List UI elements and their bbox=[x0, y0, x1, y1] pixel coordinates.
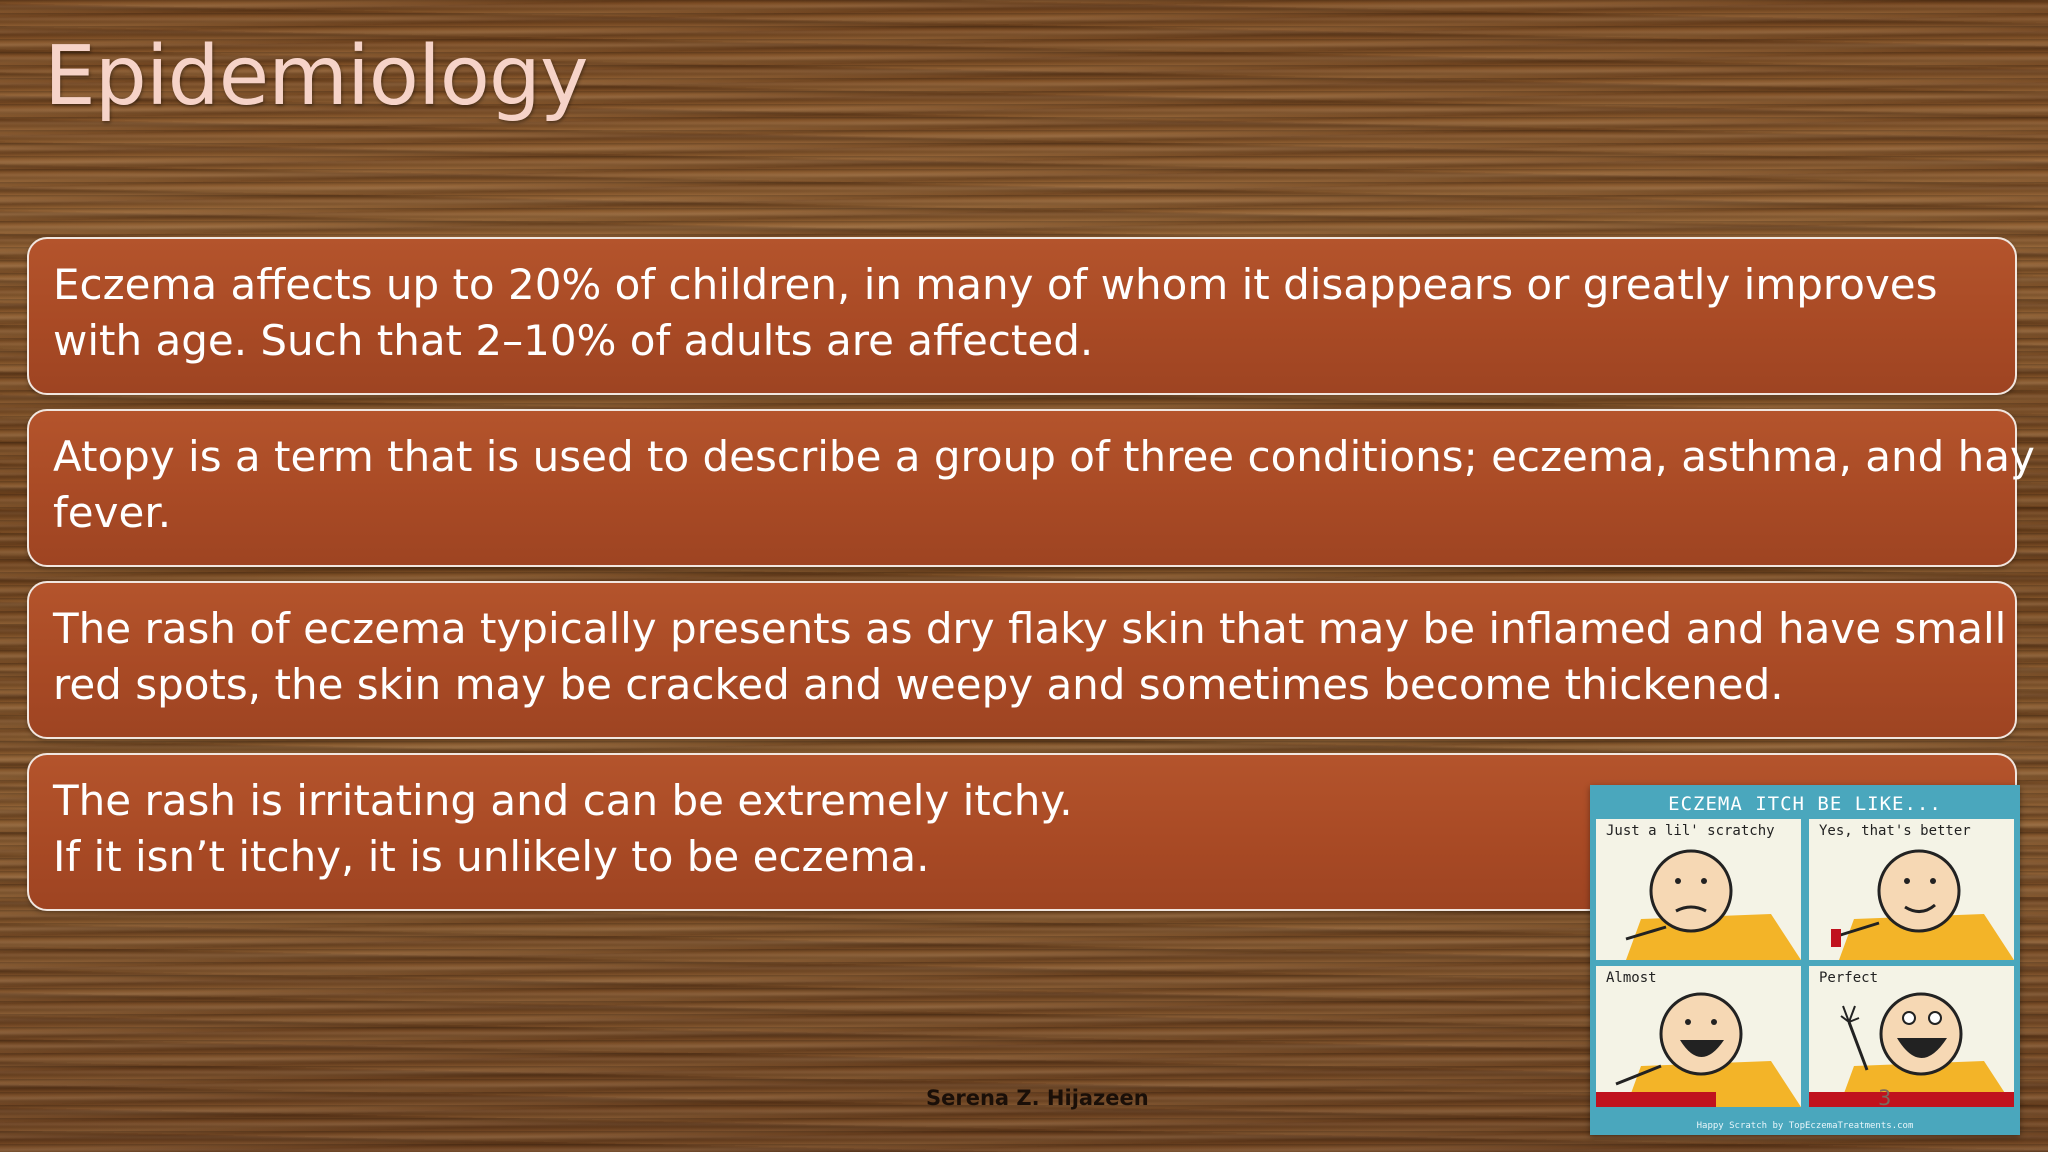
eczema-comic-image bbox=[1590, 785, 2020, 1135]
comic-panel bbox=[1809, 819, 2014, 960]
comic-title: ECZEMA ITCH BE LIKE... bbox=[1668, 793, 1942, 815]
text-line: Eczema affects up to 20% of children, in many of whom it disappears or greatly improves bbox=[53, 260, 1938, 309]
comic-panel bbox=[1809, 966, 2014, 1107]
text-box-rash bbox=[27, 581, 2017, 739]
text-line: fever. bbox=[53, 488, 172, 537]
comic-panel bbox=[1596, 819, 1801, 960]
text-line: with age. Such that 2–10% of adults are affected. bbox=[53, 316, 1094, 365]
comic-caption: Perfect bbox=[1819, 970, 1879, 986]
comic-credit: Happy Scratch by TopEczemaTreatments.com bbox=[1696, 1121, 1914, 1131]
footer-author: Serena Z. Hijazeen bbox=[926, 1086, 1149, 1110]
page-number: 3 bbox=[1878, 1086, 1892, 1110]
text-line: Atopy is a term that is used to describe a group of three conditions; eczema, asthma, and hay bbox=[53, 432, 2035, 481]
comic-caption: Almost bbox=[1606, 970, 1657, 986]
comic-panel bbox=[1596, 966, 1801, 1107]
text-line: If it isn’t itchy, it is unlikely to be eczema. bbox=[53, 832, 930, 881]
text-line: The rash is irritating and can be extremely itchy. bbox=[53, 776, 1073, 825]
ecstatic-character-icon bbox=[1809, 966, 2014, 1107]
text-box-atopy bbox=[27, 409, 2035, 567]
text-box-prevalence bbox=[27, 237, 2017, 395]
text-line: red spots, the skin may be cracked and weepy and sometimes become thickened. bbox=[53, 660, 1784, 709]
text-line: The rash of eczema typically presents as dry flaky skin that may be inflamed and have small bbox=[53, 604, 2007, 653]
comic-caption: Just a lil' scratchy bbox=[1606, 823, 1775, 839]
sad-character-icon bbox=[1596, 819, 1801, 960]
slide-title: Epidemiology bbox=[44, 29, 588, 124]
smiling-character-icon bbox=[1809, 819, 2014, 960]
comic-caption: Yes, that's better bbox=[1819, 823, 1971, 839]
grinning-character-icon bbox=[1596, 966, 1801, 1107]
